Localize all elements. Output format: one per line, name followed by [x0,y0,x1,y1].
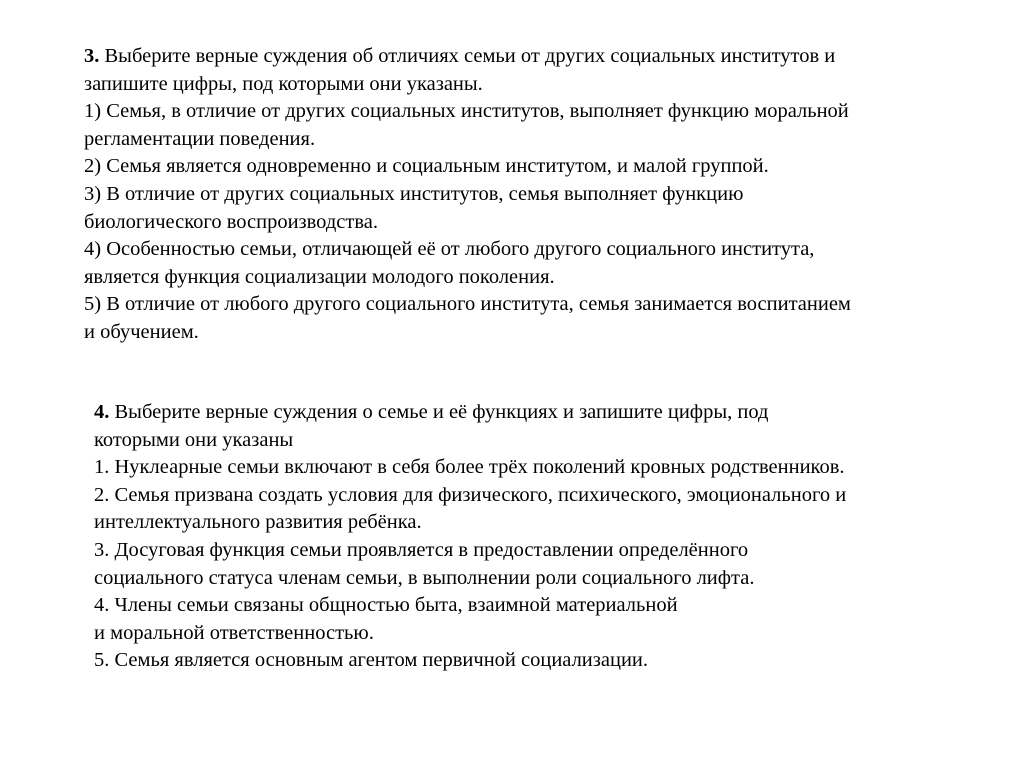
task-4-option-line: и моральной ответственностью. [94,621,374,644]
task-3-question-text: Выберите верные суждения об отличиях семьи от других социальных институтов и [99,45,836,67]
task-4-option-line: социального статуса членам семьи, в выполнении роли социального лифта. [94,566,755,589]
task-4-option-line: 1. Нуклеарные семьи включают в себя более трёх поколений кровных родственников. [94,456,845,479]
task-3-question-line-2: запишите цифры, под которыми они указаны. [84,72,483,95]
task-3-option-line: 1) Семья, в отличие от других социальных институтов, выполняет функцию моральной [84,100,849,123]
task-4-option-line: 5. Семья является основным агентом первичной социализации. [94,649,649,672]
task-4-block [94,399,994,675]
task-4-option-line: интеллектуального развития ребёнка. [94,511,422,534]
task-4-number: 4. [94,401,110,423]
task-4-question-line-2: которыми они указаны [94,428,294,451]
task-3-option-line: 2) Семья является одновременно и социальным институтом, и малой группой. [84,155,769,178]
task-3-question-line [84,43,984,71]
task-4-option-line: 2. Семья призвана создать условия для физического, психического, эмоционального и [94,483,847,506]
task-3-option-line: и обучением. [84,320,199,343]
task-4-option-line: 4. Члены семьи связаны общностью быта, взаимной материальной [94,594,678,617]
task-4-question-text: Выберите верные суждения о семье и её функциях и запишите цифры, под [109,401,769,423]
task-3-option-line: биологического воспроизводства. [84,210,378,233]
task-3-option-line: является функция социализации молодого поколения. [84,265,555,288]
task-3-number: 3. [84,45,100,67]
task-3-option-line: 5) В отличие от любого другого социального института, семья занимается воспитанием [84,293,851,316]
task-4-question-line [94,399,994,427]
task-3-option-line: 4) Особенностью семьи, отличающей её от любого другого социального института, [84,238,815,261]
task-3-option-line: 3) В отличие от других социальных институтов, семья выполняет функцию [84,182,744,205]
task-3-option-line: регламентации поведения. [84,127,316,150]
task-4-option-line: 3. Досуговая функция семьи проявляется в предоставлении определённого [94,538,749,561]
task-3-block [84,43,984,347]
